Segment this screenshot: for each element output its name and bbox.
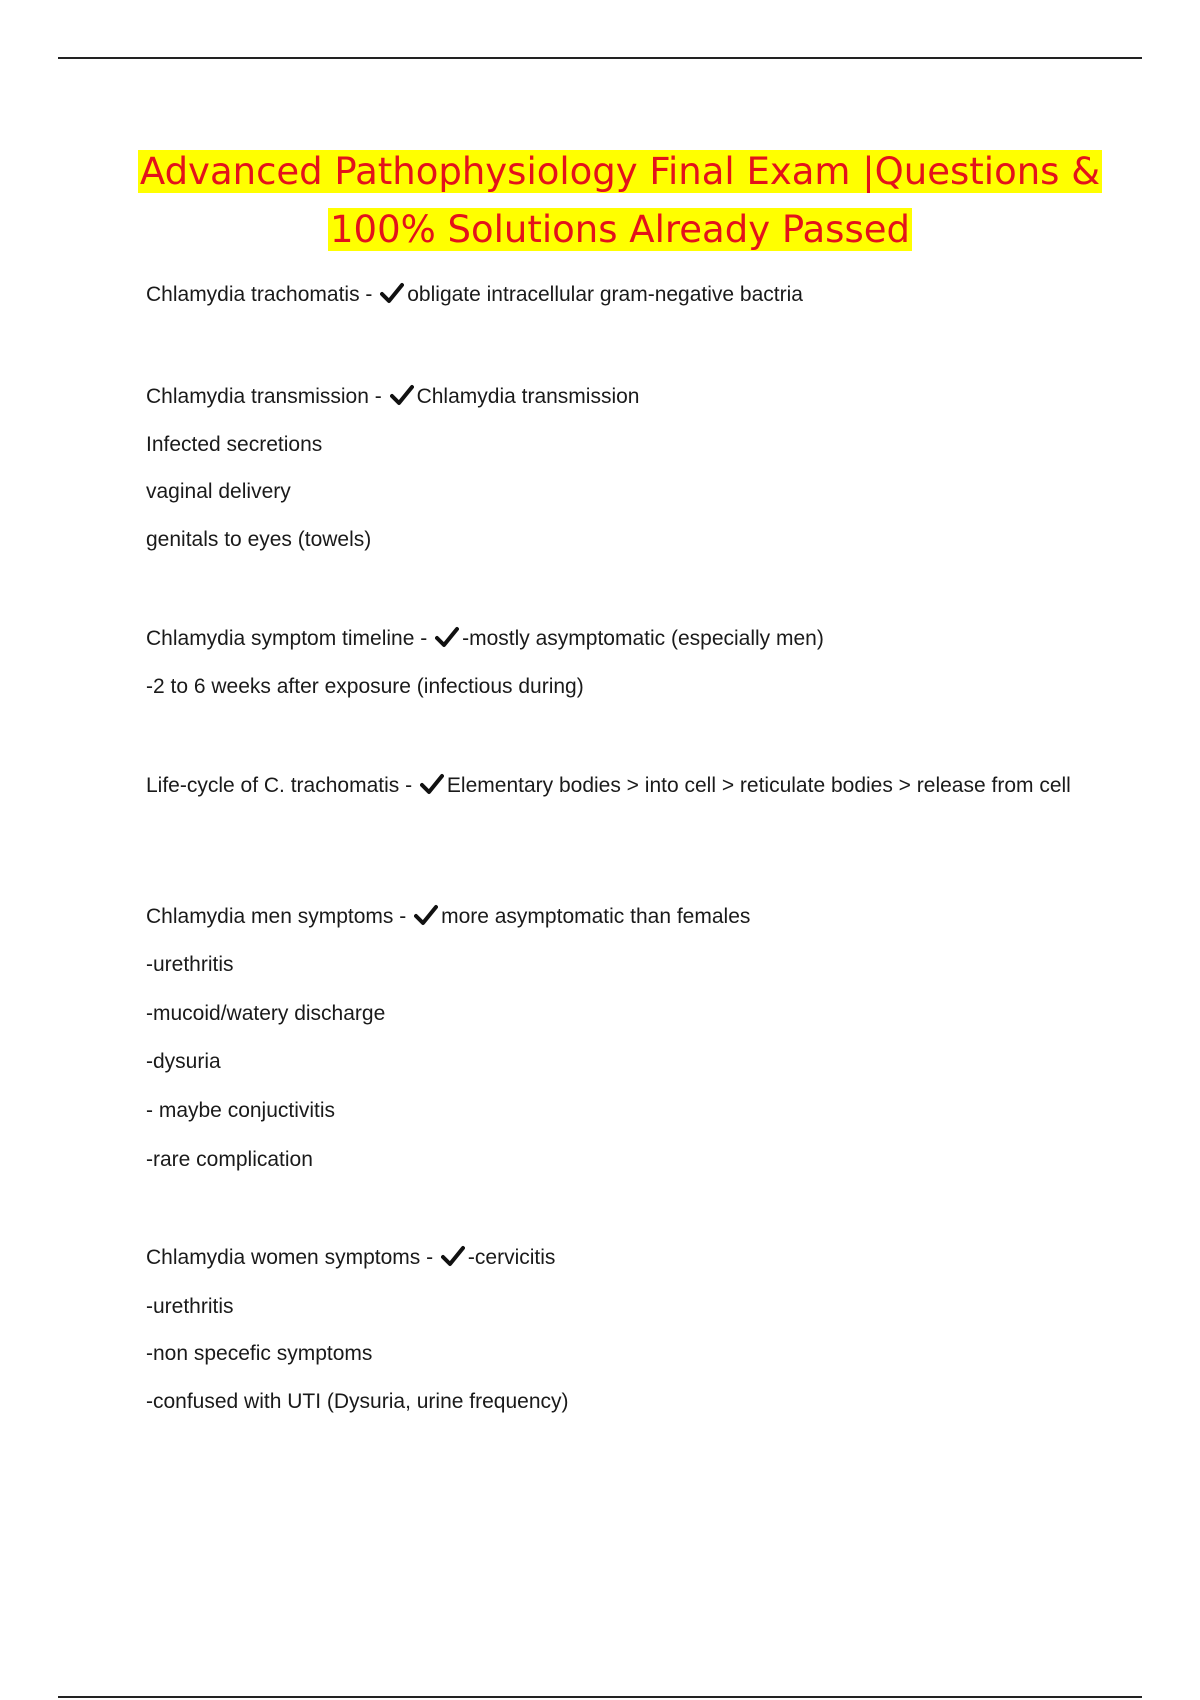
entry-question [146, 1242, 1086, 1274]
entry-detail-line: genitals to eyes (towels) [146, 528, 372, 551]
page-top-rule [58, 57, 1142, 59]
entry-detail-line: -dysuria [146, 1050, 221, 1073]
entry-question [146, 279, 1086, 311]
entry-detail-line: - maybe conjuctivitis [146, 1099, 336, 1122]
entry-term: Chlamydia symptom timeline - [146, 627, 434, 650]
entry-question [146, 623, 1086, 655]
entry-answer: Elementary bodies > into cell > reticulate bodies > release from cell [446, 774, 1071, 797]
entry-detail-line: vaginal delivery [146, 480, 291, 503]
entry-term: Life-cycle of C. trachomatis - [146, 774, 418, 797]
entry-detail-line: -confused with UTI (Dysuria, urine frequency) [146, 1390, 569, 1413]
checkmark-icon [435, 626, 459, 648]
checkmark-icon [441, 1245, 465, 1267]
entry-detail-line: -rare complication [146, 1148, 313, 1171]
entry-answer: -mostly asymptomatic (especially men) [462, 627, 824, 650]
entry-answer: obligate intracellular gram-negative bactria [407, 283, 803, 306]
page-bottom-rule [58, 1696, 1142, 1698]
entry-answer: more asymptomatic than females [441, 905, 751, 928]
entry-detail-line: -urethritis [146, 1295, 234, 1318]
entry-detail-line: -urethritis [146, 953, 234, 976]
entry-detail-line: -2 to 6 weeks after exposure (infectious during) [146, 675, 584, 698]
entry-detail-line: -non specefic symptoms [146, 1342, 373, 1365]
title-line-2: 100% Solutions Already Passed [329, 208, 910, 251]
checkmark-icon [390, 384, 414, 406]
entry-term: Chlamydia trachomatis - [146, 283, 379, 306]
entry-answer: -cervicitis [467, 1246, 556, 1269]
checkmark-icon [414, 904, 438, 926]
entry-question [146, 901, 1086, 933]
checkmark-icon [420, 773, 444, 795]
entry-answer: Chlamydia transmission [416, 385, 640, 408]
entry-question [146, 770, 1086, 802]
entry-term: Chlamydia men symptoms - [146, 905, 413, 928]
entry-term: Chlamydia transmission - [146, 385, 388, 408]
document-title [100, 143, 1140, 259]
entry-detail-line: -mucoid/watery discharge [146, 1002, 386, 1025]
entry-detail-line: Infected secretions [146, 433, 323, 456]
title-line-1: Advanced Pathophysiology Final Exam |Questions & [139, 150, 1101, 193]
entry-term: Chlamydia women symptoms - [146, 1246, 439, 1269]
entry-question [146, 381, 1086, 413]
checkmark-icon [380, 282, 404, 304]
